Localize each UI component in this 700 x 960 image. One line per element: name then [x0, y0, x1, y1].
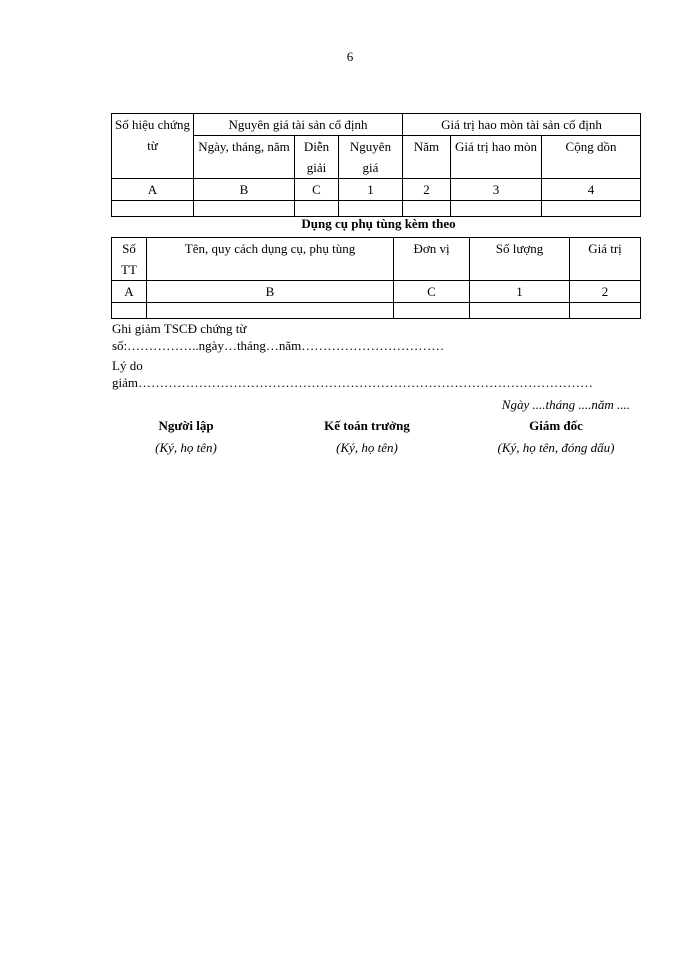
signature-preparer	[86, 416, 286, 458]
signature-note: (Ký, họ tên)	[336, 440, 398, 455]
signature-role: Giám đốc	[529, 418, 583, 433]
header-hao-mon-group: Giá trị hao mòn tài sản cố định	[403, 114, 641, 136]
code-cell: A	[112, 281, 147, 303]
header-so-hieu: Số hiệu chứng từ	[112, 114, 194, 179]
ly-do-line: giảm……………………………………………………………………………………………	[112, 375, 593, 390]
header-ngay: Ngày, tháng, năm	[194, 136, 295, 179]
code-cell: 2	[570, 281, 641, 303]
column-code-row	[112, 179, 641, 201]
header-stt: Số TT	[112, 238, 147, 281]
ly-do-label: Lý do	[112, 358, 143, 373]
ghi-giam-label: Ghi giảm TSCĐ chứng từ	[112, 321, 247, 336]
code-cell: C	[394, 281, 470, 303]
tools-parts-table	[111, 237, 641, 319]
header-nam: Năm	[403, 136, 451, 179]
date-line: Ngày ....tháng ....năm ....	[501, 397, 630, 412]
signature-note: (Ký, họ tên)	[155, 440, 217, 455]
column-code-row	[112, 281, 641, 303]
code-cell: 3	[451, 179, 542, 201]
header-nguyen-gia: Nguyên giá	[339, 136, 403, 179]
signature-chief-accountant	[267, 416, 467, 458]
code-cell: 1	[470, 281, 570, 303]
header-gia-tri: Giá trị	[570, 238, 641, 281]
header-don-vi: Đơn vị	[394, 238, 470, 281]
section-title: Dụng cụ phụ tùng kèm theo	[301, 216, 456, 231]
header-so-luong: Số lượng	[470, 238, 570, 281]
signature-director	[456, 416, 656, 458]
signature-role: Kế toán trưởng	[324, 418, 410, 433]
header-dien-giai: Diễn giải	[295, 136, 339, 179]
page-number: 6	[346, 49, 354, 64]
empty-row	[112, 303, 641, 319]
code-cell: 1	[339, 179, 403, 201]
signature-role: Người lập	[158, 418, 214, 433]
code-cell: C	[295, 179, 339, 201]
header-cong-don: Cộng dồn	[542, 136, 641, 179]
code-cell: A	[112, 179, 194, 201]
empty-row	[112, 201, 641, 217]
ghi-giam-line: số:……………..ngày…tháng…năm……………………………	[112, 338, 445, 353]
header-gia-tri-hao-mon: Giá trị hao mòn	[451, 136, 542, 179]
code-cell: B	[147, 281, 394, 303]
fixed-asset-table	[111, 113, 641, 217]
header-nguyen-gia-group: Nguyên giá tài sản cố định	[194, 114, 403, 136]
header-ten: Tên, quy cách dụng cụ, phụ tùng	[147, 238, 394, 281]
code-cell: B	[194, 179, 295, 201]
code-cell: 4	[542, 179, 641, 201]
code-cell: 2	[403, 179, 451, 201]
signature-note: (Ký, họ tên, đóng dấu)	[497, 440, 615, 455]
